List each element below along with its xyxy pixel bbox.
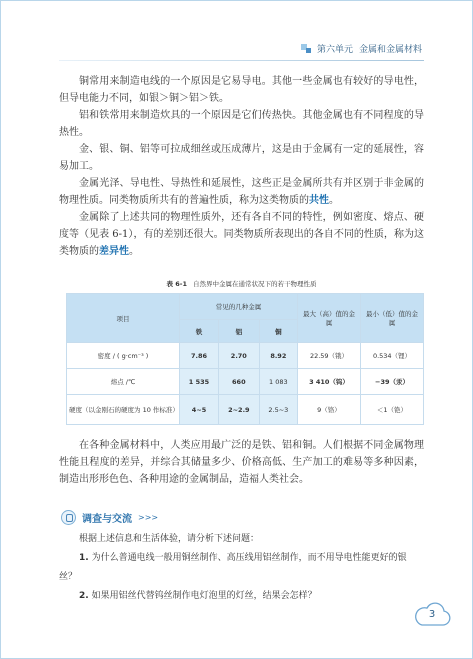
table-cell: 1 083 (259, 369, 297, 395)
header-iron: 铁 (180, 320, 219, 343)
table-title: 自然界中金属在通常状况下的若干物理性质 (193, 280, 317, 288)
table-cell: 0.534（锂） (361, 343, 424, 369)
table-cell: ＜1（铯） (361, 395, 424, 425)
row-label: 熔点 /℃ (67, 369, 180, 395)
table-cell: 2.5~3 (259, 395, 297, 425)
section-heading (61, 509, 158, 525)
header-square-icon (301, 43, 311, 53)
row-label: 密度 / ( g·cm⁻³ ) (67, 343, 180, 369)
table-cell: 2~2.9 (218, 395, 259, 425)
table-cell: 3 410（钨） (298, 369, 361, 395)
header-title: 金属和金属材料 (359, 44, 423, 55)
table-cell: 1 535 (180, 369, 219, 395)
table-row (67, 343, 424, 369)
table-cell: 4~5 (180, 395, 219, 425)
page-number-badge (413, 601, 451, 627)
header-common-metals: 常见的几种金属 (180, 294, 298, 320)
paragraph-difference: 金属除了上述共同的物理性质外，还有各自不同的特性，例如密度、熔点、硬度等（见表 6-1），有的差别还很大。同类物质所表现出的各自不同的性质，称为这类物质的差异性。 (59, 212, 424, 257)
table-cell: 660 (218, 369, 259, 395)
table-cell: 7.86 (180, 343, 219, 369)
metal-properties-table (66, 293, 424, 425)
investigation-icon (61, 510, 76, 525)
table-header-row (67, 294, 424, 320)
table-number: 表 6-1 (166, 280, 187, 288)
header-item: 项目 (67, 294, 180, 343)
table-cell: 2.70 (218, 343, 259, 369)
table-cell: −39（汞） (361, 369, 424, 395)
section-chevrons: >>> (138, 512, 159, 522)
task-question: 1. 为什么普通电线一般用铜丝制作、高压线用铝丝制作，而不用导电性能更好的银丝？ (59, 553, 407, 582)
header-unit: 第六单元 (317, 44, 354, 55)
table-row (67, 369, 424, 395)
page-number: 3 (428, 609, 436, 620)
header-max: 最大（高）值的金属 (298, 294, 361, 343)
table-cell: 22.59（锇） (298, 343, 361, 369)
paragraph-applications: 在各种金属材料中，人类应用最广泛的是铁、铝和铜。人们根据不同金属物理性能且程度的差异，并综合其储量多少、价格高低、生产加工的难易等多种因素，制造出形形色色、各种用途的金属制品，造福人类社会。 (59, 440, 424, 485)
paragraph-ductility: 金、银、铜、铝等可拉成细丝或压成薄片，这是由于金属有一定的延展性，容易加工。 (59, 144, 424, 172)
table-caption (59, 279, 424, 288)
task-intro: 根据上述信息和生活体验，请分析下述问题： (79, 534, 260, 544)
header-min: 最小（低）值的金属 (361, 294, 424, 343)
table-row (67, 395, 424, 425)
header-copper: 铜 (259, 320, 297, 343)
keyword-commonality: 共性 (309, 195, 329, 206)
main-text (59, 73, 424, 260)
paragraph-commonality: 金属光泽、导电性、导热性和延展性，这些正是金属所共有并区别于非金属的物理性质。同类物质所共有的普遍性质，称为这类物质的共性。 (59, 178, 424, 206)
header-aluminum: 铝 (218, 320, 259, 343)
paragraph-thermal: 铝和铁常用来制造炊具的一个原因是它们传热快。其他金属也有不同程度的导热性。 (59, 110, 424, 138)
running-header (301, 41, 422, 55)
keyword-difference: 差异性 (99, 246, 129, 257)
table-cell: 9（铬） (298, 395, 361, 425)
header-divider (59, 60, 424, 61)
application-text (59, 437, 424, 488)
discussion-task (59, 530, 424, 606)
task-question: 2. 如果用铝丝代替钨丝制作电灯泡里的灯丝，结果会怎样？ (79, 591, 317, 601)
paragraph-conductivity: 铜常用来制造电线的一个原因是它易导电。其他一些金属也有较好的导电性，但导电能力不同，如银＞铜＞铝＞铁。 (59, 76, 424, 104)
row-label: 硬度（以金刚石的硬度为 10 作标准） (67, 395, 180, 425)
section-title: 调查与交流 (82, 513, 132, 525)
table-cell: 8.92 (259, 343, 297, 369)
